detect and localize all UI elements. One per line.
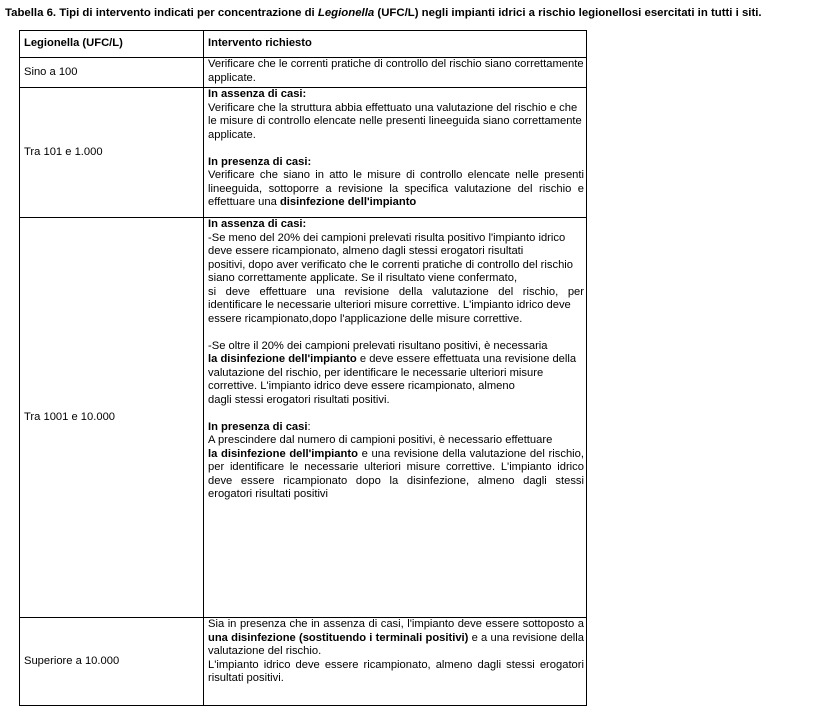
header-row xyxy=(20,31,587,58)
range-cell: Superiore a 10.000 xyxy=(20,618,204,706)
header-intervention: Intervento richiesto xyxy=(204,31,587,58)
present-text-body: Verificare che siano in atto le misure di controllo elencate nelle presenti lineeguida, sottoporre a revisione la specifica valutazione del rischio e effettuare una xyxy=(208,169,584,208)
present-heading: In presenza di casi: xyxy=(208,155,312,168)
paragraph: dagli stessi erogatori risultati positivi. xyxy=(208,393,390,406)
absent-heading: In assenza di casi: xyxy=(208,218,307,230)
paragraph: L'impianto idrico deve essere ricampionato, almeno dagli stessi erogatori risultati positivi. xyxy=(208,658,584,684)
paragraph xyxy=(208,618,584,659)
table-row xyxy=(20,58,587,88)
bold-text: una disinfezione (sostituendo i terminali positivi) xyxy=(208,631,469,644)
table-row xyxy=(20,618,587,706)
range-cell: Tra 1001 e 10.000 xyxy=(20,218,204,618)
range-cell: Sino a 100 xyxy=(20,58,204,88)
bold-text: la disinfezione dell'impianto xyxy=(208,353,357,365)
present-text xyxy=(208,169,584,210)
body-text: Sia in presenza che in assenza di casi, l'impianto deve essere sottoposto a xyxy=(208,618,584,630)
header-concentration: Legionella (UFC/L) xyxy=(20,31,204,58)
interventions-table xyxy=(19,30,587,706)
paragraph xyxy=(208,448,584,502)
caption-suffix: (UFC/L) negli impianti idrici a rischio legionellosi esercitati in tutti i siti. xyxy=(374,7,762,19)
paragraph: -Se oltre il 20% dei campioni prelevati risultano positivi, è necessaria xyxy=(208,339,548,352)
intervention-cell: Verificare che le correnti pratiche di controllo del rischio siano correttamente applicate. xyxy=(204,58,587,88)
table-row xyxy=(20,218,587,618)
absent-text: Verificare che la struttura abbia effettuato una valutazione del rischio e che le misure di controllo elencate nelle presenti lineeguida siano correttamente applicate. xyxy=(208,101,582,141)
intervention-cell xyxy=(204,618,587,706)
body-text: e deve essere effettuata una revisione della valutazione del rischio, per identificare le necessarie ulteriori misure correttive. L'impianto idrico deve essere ricampionato, almeno xyxy=(208,353,577,392)
table-caption xyxy=(5,6,762,20)
paragraph xyxy=(208,353,584,394)
range-cell: Tra 101 e 1.000 xyxy=(20,88,204,218)
bold-text: la disinfezione dell'impianto xyxy=(208,447,358,460)
body-text: e a una revisione della valutazione del rischio. xyxy=(208,631,584,657)
absent-heading: In assenza di casi: xyxy=(208,88,307,100)
paragraph: si deve effettuare una revisione della valutazione del rischio, per xyxy=(208,285,584,298)
present-heading xyxy=(208,421,584,435)
present-heading-colon: : xyxy=(307,420,311,433)
intervention-cell xyxy=(204,88,587,218)
table-row xyxy=(20,88,587,218)
paragraph: identificare le necessarie ulteriori misure correttive. L'impianto idrico deve essere ricampionato,dopo l'applicazione delle misure correttive. xyxy=(208,299,571,325)
caption-prefix: Tabella 6. Tipi di intervento indicati per concentrazione di xyxy=(5,7,318,19)
caption-italic: Legionella xyxy=(317,7,375,19)
paragraph: A prescindere dal numero di campioni positivi, è necessario effettuare xyxy=(208,434,553,446)
intervention-cell xyxy=(204,218,587,618)
body-text: e una revisione della valutazione del rischio, per identificare le necessarie ulteriori misure correttive. L'impianto idrico deve essere ricampionato dopo la disinfezione, almeno dagli stessi erogatori risultati positivi xyxy=(208,447,584,500)
paragraph: positivi, dopo aver verificato che le correnti pratiche di controllo del rischio siano correttamente applicate. Se il risultato viene confermato, xyxy=(208,258,574,284)
present-text-bold: disinfezione dell'impianto xyxy=(279,196,417,208)
paragraph: -Se meno del 20% dei campioni prelevati risulta positivo l'impianto idrico deve essere ricampionato, almeno dagli stessi erogatori risultati xyxy=(208,231,566,257)
present-heading-text: In presenza di casi xyxy=(208,420,308,433)
